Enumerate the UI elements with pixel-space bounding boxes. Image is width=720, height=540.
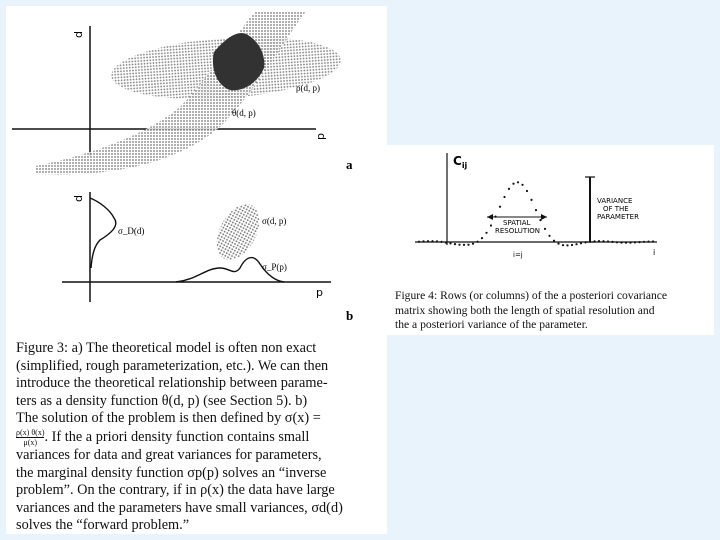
curve-dot xyxy=(463,244,465,246)
caption-3-line-frac xyxy=(16,428,384,447)
sigma-p-label: σ_P(p) xyxy=(262,262,287,272)
curve-dot xyxy=(517,181,519,183)
curve-dot xyxy=(454,243,456,245)
curve-dot xyxy=(580,242,582,244)
caption-3-line: ters as a density function θ(d, p) (see Section 5). b) xyxy=(16,392,308,409)
variance-label: VARIANCE xyxy=(597,197,633,205)
caption-4-line: matrix showing both the length of spatial resolution and xyxy=(395,303,655,317)
curve-dot xyxy=(440,241,442,243)
figure-4-caption xyxy=(395,289,711,333)
i-axis-label: i xyxy=(653,248,656,257)
variance-label: PARAMETER xyxy=(597,213,639,221)
sigma-density-ellipse xyxy=(208,197,268,267)
curve-dot xyxy=(535,209,537,211)
curve-dot xyxy=(458,244,460,246)
curve-dot xyxy=(629,242,631,244)
curve-dot xyxy=(422,240,424,242)
figure-4-svg xyxy=(387,145,714,285)
fraction-numerator: ρ(x) θ(x) xyxy=(16,427,45,437)
curve-dot xyxy=(643,241,645,243)
caption-3-line: . If the a priori density function contains small xyxy=(44,428,310,445)
curve-dot xyxy=(575,243,577,245)
curve-dot xyxy=(566,244,568,246)
curve-dot xyxy=(418,241,420,243)
curve-dot xyxy=(607,240,609,242)
curve-dot xyxy=(571,244,573,246)
curve-dot xyxy=(544,228,546,230)
curve-dot xyxy=(449,242,451,244)
spatial-label: RESOLUTION xyxy=(495,227,541,235)
curve-dot xyxy=(503,196,505,198)
panel-a-label: a xyxy=(346,157,353,172)
spatial-label: SPATIAL xyxy=(503,219,531,227)
axis-p-a-label: p xyxy=(314,133,327,140)
fraction xyxy=(16,428,44,447)
curve-dot xyxy=(647,241,649,243)
curve-dot xyxy=(526,190,528,192)
curve-dot xyxy=(553,240,555,242)
curve-dot xyxy=(652,240,654,242)
curve-dot xyxy=(427,240,429,242)
curve-dot xyxy=(508,188,510,190)
curve-dot xyxy=(557,243,559,245)
curve-dot xyxy=(476,241,478,243)
caption-4-line: Figure 4: Rows (or columns) of the a posteriori covariance xyxy=(395,289,668,302)
caption-3-line: the marginal density function σp(p) solves an “inverse xyxy=(16,464,327,481)
caption-4-line: the a posteriori variance of the parameter. xyxy=(395,318,588,332)
curve-dot xyxy=(602,240,604,242)
curve-dot xyxy=(490,224,492,226)
curve-dot xyxy=(436,240,438,242)
curve-dot xyxy=(634,241,636,243)
sigma-d-label: σ_D(d) xyxy=(118,226,145,236)
curve-dot xyxy=(625,242,627,244)
curve-dot xyxy=(521,184,523,186)
curve-dot xyxy=(638,241,640,243)
figure-3-svg xyxy=(6,6,387,328)
theta-label: θ(d, p) xyxy=(232,108,256,118)
axis-p-b-label: p xyxy=(316,286,323,299)
curve-dot xyxy=(548,235,550,237)
curve-dot xyxy=(598,240,600,242)
curve-dot xyxy=(512,183,514,185)
curve-dot xyxy=(616,241,618,243)
caption-3-line: solves the “forward problem.” xyxy=(16,517,190,534)
caption-3-line: The solution of the problem is then defined by σ(x) = xyxy=(16,410,321,427)
curve-dot xyxy=(467,244,469,246)
caption-3-line: variances for data and great variances for parameters, xyxy=(16,446,322,463)
curve-dot xyxy=(481,237,483,239)
figure-3-caption-panel xyxy=(6,328,387,534)
axis-d-b-label: d xyxy=(72,195,85,202)
sigma-label: σ(d, p) xyxy=(262,216,287,226)
curve-dot xyxy=(530,199,532,201)
caption-3-line: problem”. On the contrary, if in ρ(x) the data have large xyxy=(16,482,335,499)
fraction-denominator: μ(x) xyxy=(23,437,38,447)
cij-label: $C_{ij}$ xyxy=(453,154,468,170)
rho-label: ρ(d, p) xyxy=(296,83,320,93)
caption-3-line: Figure 3: a) The theoretical model is often non exact xyxy=(16,340,317,356)
panel-b-label: b xyxy=(346,308,354,323)
curve-dot xyxy=(485,232,487,234)
figure-4-panel xyxy=(387,145,714,335)
curve-dot xyxy=(431,240,433,242)
sigma-d-curve xyxy=(90,198,116,268)
figure-3-graphic xyxy=(6,6,387,328)
caption-3-line: (simplified, rough parameterization, etc.). We can then xyxy=(16,357,329,374)
curve-dot xyxy=(472,243,474,245)
curve-dot xyxy=(611,241,613,243)
caption-3-line: variances and the parameters have small variances, σd(d) xyxy=(16,499,343,516)
ij-label: i=j xyxy=(513,251,523,259)
curve-dot xyxy=(499,206,501,208)
figure-3-caption xyxy=(16,340,384,535)
curve-dot xyxy=(620,242,622,244)
caption-3-line: introduce the theoretical relationship between parame- xyxy=(16,375,328,392)
curve-dot xyxy=(562,244,564,246)
axis-d-a-label: d xyxy=(72,31,85,38)
curve-dot xyxy=(445,242,447,244)
variance-label: OF THE xyxy=(603,205,629,213)
